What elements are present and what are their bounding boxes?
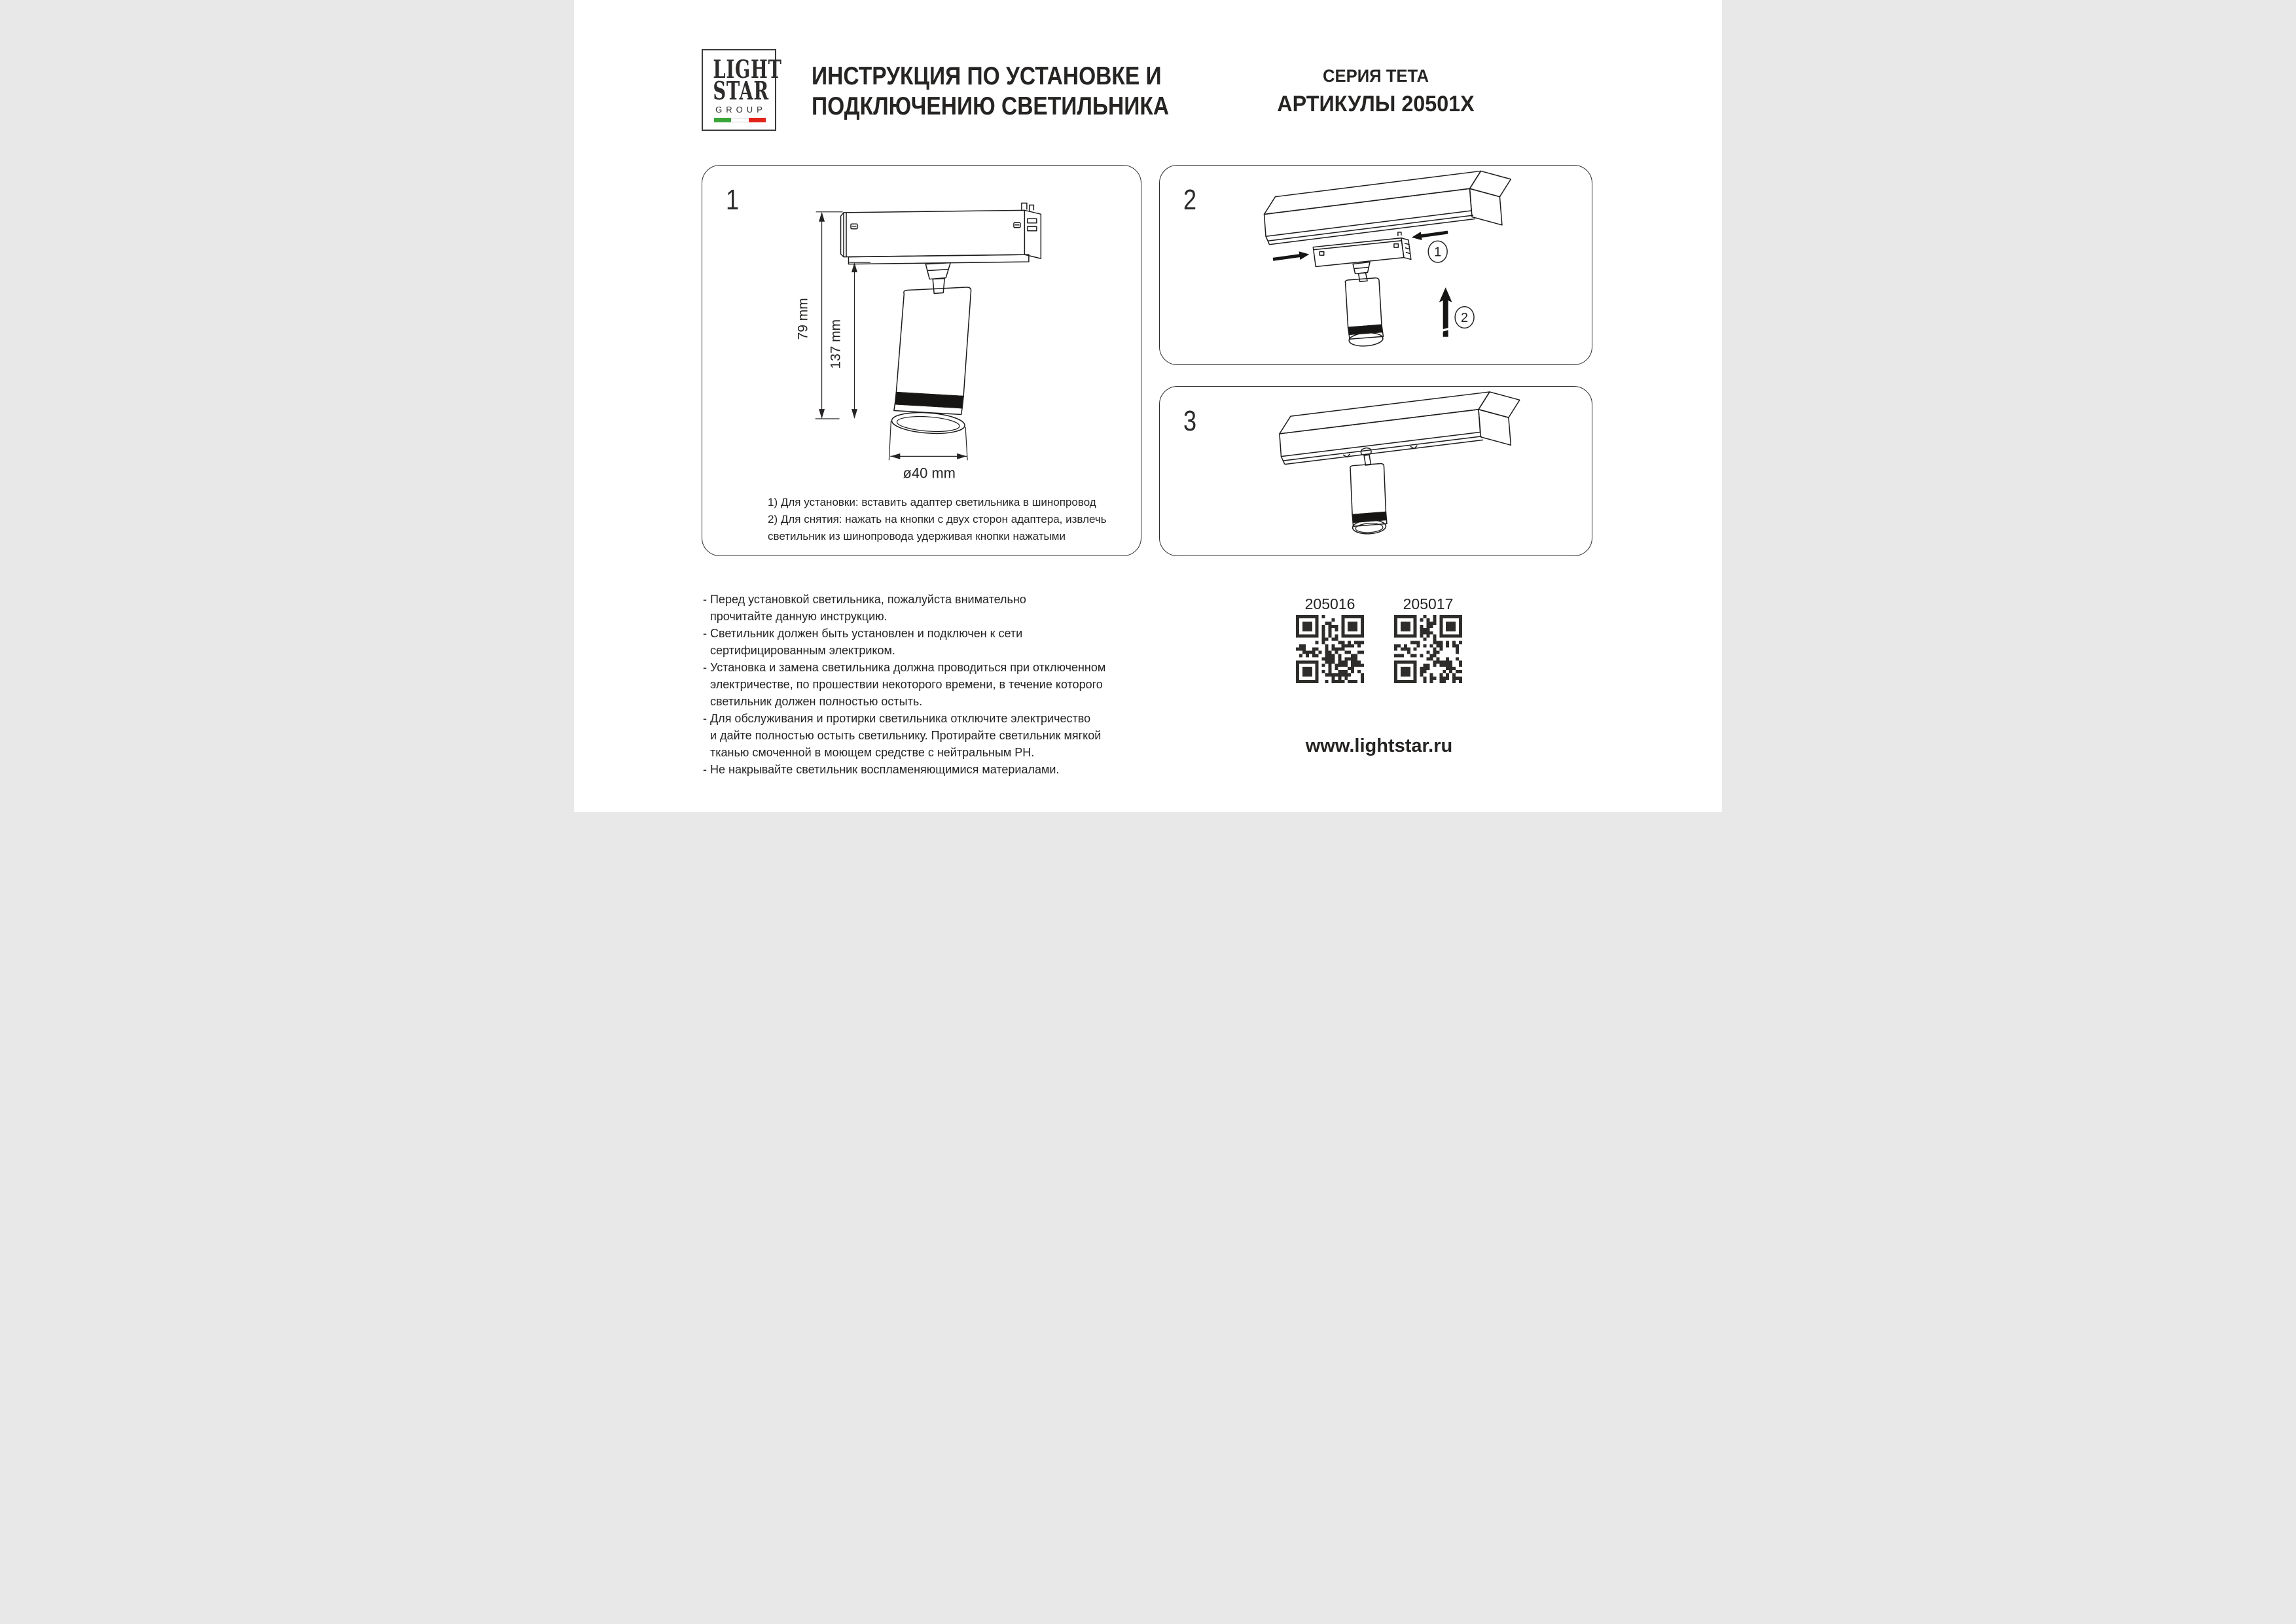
qr-code-205017 bbox=[1394, 615, 1462, 683]
logo-light-text: LIGHT bbox=[713, 54, 782, 84]
panel-step-2 bbox=[1159, 165, 1592, 365]
step-badge-1 bbox=[1428, 241, 1447, 262]
page-title-line2: ПОДКЛЮЧЕНИЮ СВЕТИЛЬНИКА bbox=[812, 92, 1170, 120]
safety-line: светильник должен полностью остыть. bbox=[710, 695, 923, 708]
panel-3-number: 3 bbox=[1183, 405, 1197, 437]
safety-line: тканью смоченной в моющем средстве с нейтральным PH. bbox=[710, 746, 1035, 759]
page-title-line1: ИНСТРУКЦИЯ ПО УСТАНОВКЕ И bbox=[812, 62, 1162, 90]
panel-2-diagram bbox=[1160, 166, 1592, 364]
install-note-3: светильник из шинопровода удерживая кнопки нажатыми bbox=[768, 530, 1066, 542]
website-url: www.lightstar.ru bbox=[1305, 735, 1453, 756]
instruction-sheet bbox=[574, 0, 1722, 812]
logo-group-text: GROUP bbox=[715, 105, 766, 115]
article-number-205017: 205017 bbox=[1403, 595, 1454, 612]
lightstar-logo bbox=[702, 49, 782, 131]
safety-line: - Не накрывайте светильник воспламеняющимися материалами. bbox=[703, 763, 1060, 776]
safety-line: сертифицированным электриком. bbox=[710, 644, 895, 657]
track-adapter-drawing bbox=[841, 203, 1041, 435]
install-note-1: 1) Для установки: вставить адаптер светильника в шинопровод bbox=[768, 496, 1096, 508]
step-badge-1-label: 1 bbox=[1434, 245, 1442, 260]
press-arrow-right-icon bbox=[1411, 228, 1448, 242]
dim-label-137mm: 137 mm bbox=[828, 319, 844, 369]
panel-1-number: 1 bbox=[726, 184, 740, 216]
safety-line: - Светильник должен быть установлен и подключен к сети bbox=[703, 627, 1023, 640]
dim-label-40mm: ø40 mm bbox=[903, 465, 956, 482]
install-note-2: 2) Для снятия: нажать на кнопки с двух сторон адаптера, извлечь bbox=[768, 513, 1107, 525]
flag-green bbox=[714, 118, 731, 122]
safety-line: - Установка и замена светильника должна проводиться при отключенном bbox=[703, 661, 1106, 674]
flag-red bbox=[749, 118, 766, 122]
safety-line: прочитайте данную инструкцию. bbox=[710, 610, 888, 623]
step-badge-2-label: 2 bbox=[1461, 310, 1469, 325]
press-arrow-left-icon bbox=[1272, 250, 1310, 264]
articles-title: АРТИКУЛЫ 20501X bbox=[1277, 92, 1475, 116]
dim-label-79mm: 79 mm bbox=[795, 298, 811, 340]
safety-line: электричестве, по прошествии некоторого времени, в течение которого bbox=[710, 678, 1103, 691]
safety-line: и дайте полностью остыть светильнику. Протирайте светильник мягкой bbox=[710, 729, 1102, 742]
italian-flag-icon bbox=[714, 118, 766, 122]
page-title bbox=[812, 62, 1169, 122]
panel-2-number: 2 bbox=[1183, 184, 1197, 216]
article-number-205016: 205016 bbox=[1304, 595, 1355, 612]
safety-line: - Для обслуживания и протирки светильника отключите электричество bbox=[703, 712, 1091, 725]
panel-step-3 bbox=[1159, 386, 1592, 556]
panel-3-diagram bbox=[1160, 387, 1592, 556]
panel-step-1 bbox=[702, 165, 1141, 556]
safety-instructions bbox=[703, 591, 1174, 778]
assembled-light-drawing bbox=[1280, 392, 1520, 535]
logo-star-text: STAR bbox=[713, 76, 769, 105]
series-title: СЕРИЯ ТЕТА bbox=[1322, 66, 1429, 86]
safety-line: - Перед установкой светильника, пожалуйста внимательно bbox=[703, 593, 1026, 606]
step-badge-2 bbox=[1455, 307, 1474, 328]
flag-white bbox=[731, 118, 748, 122]
qr-code-205016 bbox=[1296, 615, 1364, 683]
